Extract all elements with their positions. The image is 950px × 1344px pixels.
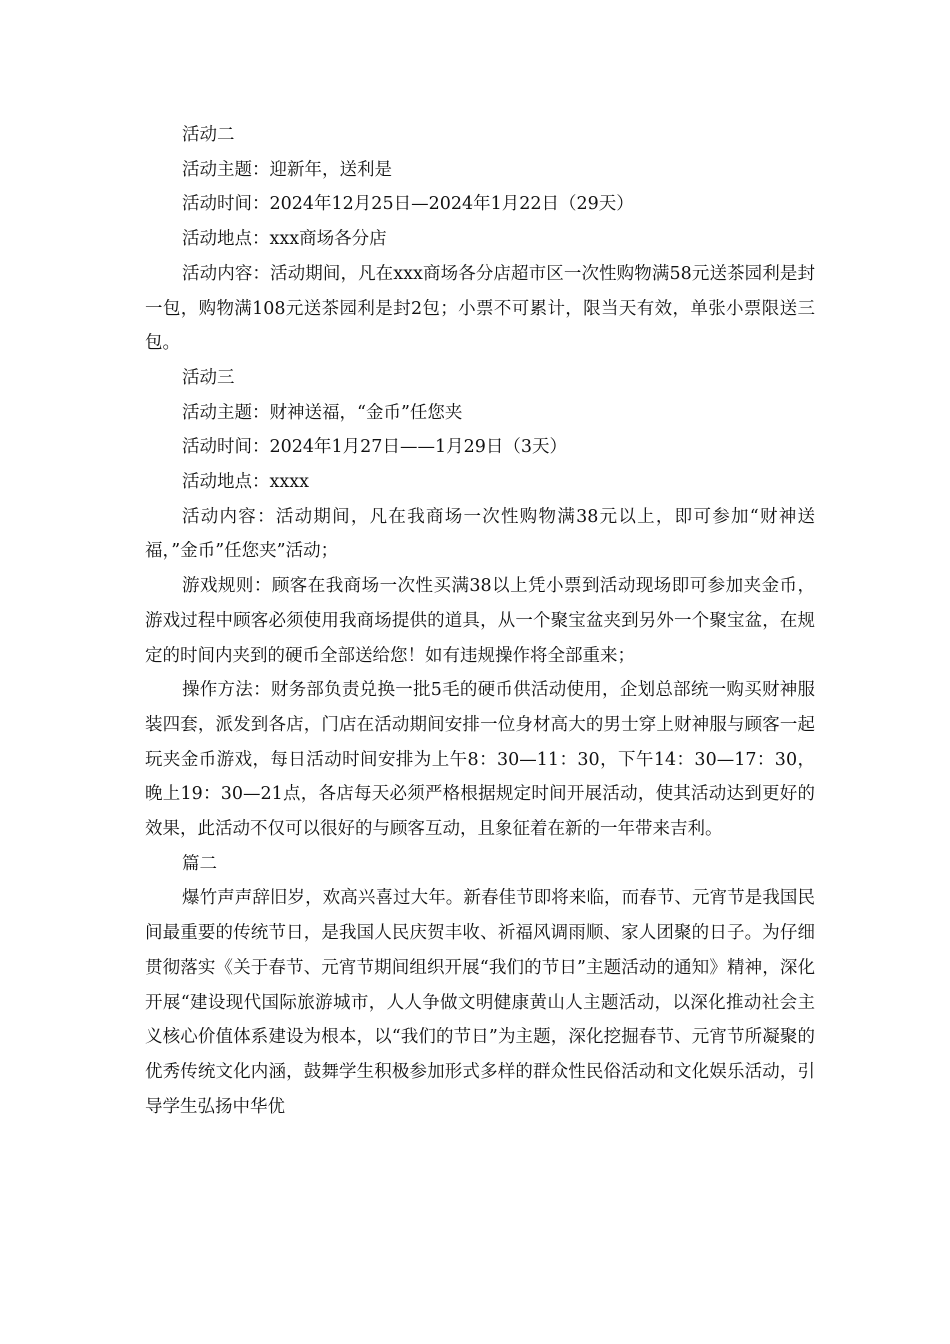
activity-2-theme: 活动主题：迎新年，送利是 [182,159,392,180]
heading-activity-3: 活动三 [182,367,235,388]
heading-part-2: 篇二 [182,853,217,874]
activity-2-location: 活动地点：xxx商场各分店 [182,229,387,250]
document-body [145,118,815,1124]
activity-2-content: 活动内容：活动期间，凡在xxx商场各分店超市区一次性购物满58元送茶园利是封一包，购物满108元送茶园利是封2包；小票不可累计，限当天有效，单张小票限送三包。 [145,263,815,354]
operation-method: 操作方法：财务部负责兑换一批5毛的硬币供活动使用，企划总部统一购买财神服装四套，派发到各店，门店在活动期间安排一位身材高大的男士穿上财神服与顾客一起玩夹金币游戏，每日活动时间安排为上午8：30—11：30，下午14：30—17：30，晚上19：30—21点，各店每天必须严格根据规定时间开展活动，使其活动达到更好的效果，此活动不仅可以很好的与顾客互动，且象征着在新的一年带来吉利。 [145,680,815,840]
heading-activity-2: 活动二 [182,125,235,145]
activity-3-time: 活动时间：2024年1月27日——1月29日（3天） [182,437,567,458]
activity-3-theme: 活动主题：财神送福，“金币”任您夹 [182,402,463,423]
activity-2-time: 活动时间：2024年12月25日—2024年1月22日（29天） [182,194,634,215]
game-rules: 游戏规则：顾客在我商场一次性买满38以上凭小票到活动现场即可参加夹金币，游戏过程中顾客必须使用我商场提供的道具，从一个聚宝盆夹到另外一个聚宝盆，在规定的时间内夹到的硬币全部送给您！如有违规操作将全部重来； [145,576,815,666]
activity-3-content: 活动内容：活动期间，凡在我商场一次性购物满38元以上，即可参加“财神送福，”金币”任您夹”活动； [145,506,815,562]
part-2-intro: 爆竹声声辞旧岁，欢高兴喜过大年。新春佳节即将来临，而春节、元宵节是我国民间最重要的传统节日，是我国人民庆贺丰收、祈福风调雨顺、家人团聚的日子。为仔细贯彻落实《关于春节、元宵节期间组织开展“我们的节日”主题活动的通知》精神，深化开展“建设现代国际旅游城市，人人争做文明健康黄山人主题活动，以深化推动社会主义核心价值体系建设为根本，以“我们的节日”为主题，深化挖掘春节、元宵节所凝聚的优秀传统文化内涵，鼓舞学生积极参加形式多样的群众性民俗活动和文化娱乐活动，引导学生弘扬中华优 [145,888,815,1117]
activity-3-location: 活动地点：xxxx [182,472,309,493]
